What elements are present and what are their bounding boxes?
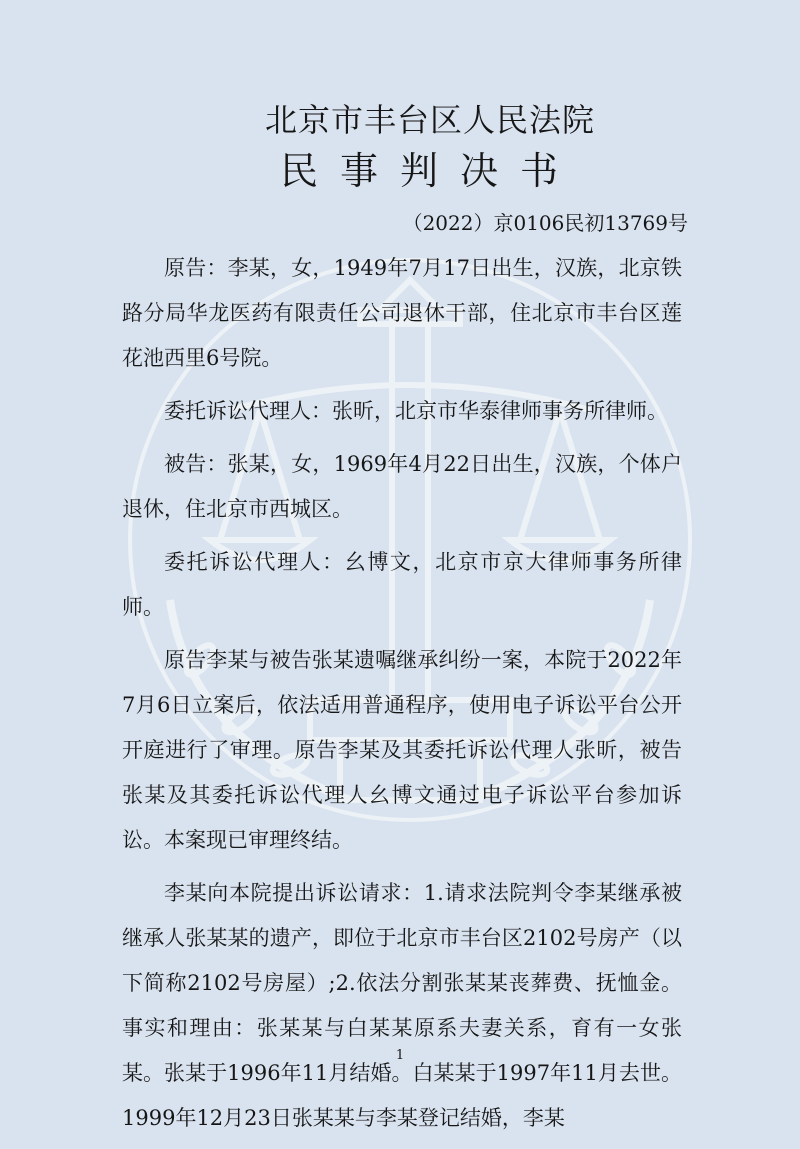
defendant-paragraph: 被告：张某，女，1969年4月22日出生，汉族，个体户退休，住北京市西城区。 xyxy=(122,452,682,521)
document-title: 民事判决书 xyxy=(279,149,580,193)
case-number: （2022）京0106民初13769号 xyxy=(402,211,688,235)
plaintiff-agent-paragraph: 委托诉讼代理人：张昕，北京市华泰律师事务所律师。 xyxy=(164,399,668,423)
judgment-body xyxy=(122,246,682,1149)
case-procedure-paragraph: 原告李某与被告张某遗嘱继承纠纷一案，本院于2022年7月6日立案后，依法适用普通程序，使用电子诉讼平台公开开庭进行了审理。原告李某及其委托诉讼代理人张昕，被告张某及其委托诉讼代理人幺博文通过电子诉讼平台参加诉讼。本案现已审理终结。 xyxy=(122,648,682,852)
page-number: 1 xyxy=(395,1048,405,1063)
defendant-agent-paragraph: 委托诉讼代理人：幺博文，北京市京大律师事务所律师。 xyxy=(122,550,682,619)
plaintiff-paragraph: 原告：李某，女，1949年7月17日出生，汉族，北京铁路分局华龙医药有限责任公司退休干部，住北京市丰台区莲花池西里6号院。 xyxy=(122,256,682,370)
claims-paragraph: 李某向本院提出诉讼请求：1.请求法院判令李某继承被继承人张某某的遗产，即位于北京市丰台区2102号房产（以下简称2102号房屋）;2.依法分割张某某丧葬费、抚恤金。事实和理由：张某某与白某某原系夫妻关系，育有一女张某。张某于1996年11月结婚。白某某于1997年11月去世。1999年12月23日张某某与李某登记结婚，李某 xyxy=(122,881,682,1130)
court-name: 北京市丰台区人民法院 xyxy=(264,101,595,139)
